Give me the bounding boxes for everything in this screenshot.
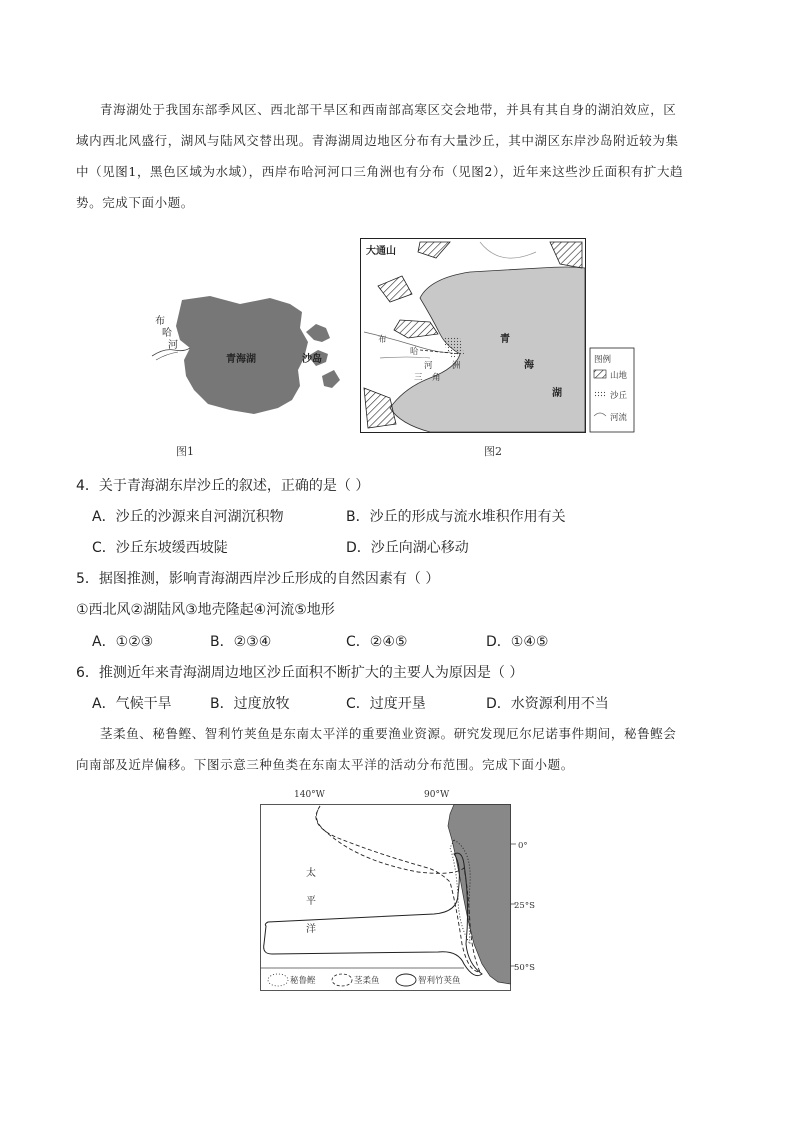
legend-anchoveta: 秘鲁鲣 [290,976,316,986]
q5-option-c[interactable]: C．②④⑤ [346,634,408,650]
legend-mountain: 山地 [610,371,628,381]
intro2-line1: 茎柔鱼、秘鲁鲣、智利竹荚鱼是东南太平洋的重要渔业资源。研究发现厄尔尼诺事件期间，秘鲁鲣会 [100,726,677,741]
river-char-5: 角 [432,373,441,383]
q4-stem: 4．关于青海湖东岸沙丘的叙述，正确的是（ ） [76,478,370,494]
lake-label-3: 湖 [552,388,562,399]
q6-option-a[interactable]: A．气候干旱 [92,696,172,712]
sand-island [306,324,330,342]
intro2-line2: 向南部及近岸偏移。下图示意三种鱼类在东南太平洋的活动分布范围。完成下面小题。 [76,757,574,772]
river-char-3: 河 [424,361,433,371]
q5-option-a[interactable]: A．①②③ [92,634,154,650]
lake-label: 青海湖 [226,354,256,365]
river-label-2: 哈 [162,328,172,339]
lon-label-90w: 90°W [424,790,450,800]
q6-option-c[interactable]: C．过度开垦 [346,696,426,712]
figure-2-caption: 图2 [484,445,502,458]
figure-3-map [258,804,548,996]
q5-option-d[interactable]: D．①④⑤ [486,634,549,650]
q6-option-d[interactable]: D．水资源利用不当 [486,696,609,712]
ocean-char-1: 太 [306,868,316,879]
river-char-4: 三 [414,373,423,383]
legend-river: 河流 [610,413,628,423]
q4-option-b[interactable]: B．沙丘的形成与流水堆积作用有关 [346,509,566,525]
island-label: 沙岛 [302,354,322,365]
figure-3 [258,790,548,1000]
river-label-3: 河 [168,340,178,351]
lat-label-25s: 25°S [514,901,535,911]
lake-label-2: 海 [524,360,534,371]
figure-2-legend [590,348,634,432]
river-char-6: 洲 [452,361,461,371]
q5-factors: ①西北风②湖陆风③地壳隆起④河流⑤地形 [76,602,335,618]
sand-island-3 [322,370,340,388]
legend-mackerel: 智利竹荚鱼 [418,976,461,986]
q6-stem: 6．推测近年来青海湖周边地区沙丘面积不断扩大的主要人为原因是（ ） [76,665,524,681]
river-char-1: 布 [378,335,387,345]
q5-option-b[interactable]: B．②③④ [210,634,272,650]
legend-dune: 沙丘 [610,391,628,401]
mountain-label: 大通山 [366,246,396,257]
ocean-char-2: 平 [306,896,316,907]
figure-1-caption: 图1 [176,445,194,458]
q4-option-d[interactable]: D．沙丘向湖心移动 [346,540,469,556]
lat-label-50s: 50°S [514,963,535,973]
figure-2-map [360,238,636,434]
river-char-2: 哈 [410,347,419,357]
ocean-char-3: 洋 [306,924,316,935]
q6-option-b[interactable]: B．过度放牧 [210,696,290,712]
lake-label-1: 青 [500,334,510,345]
legend-squid: 茎柔鱼 [354,976,380,986]
intro1-line1: 青海湖处于我国东部季风区、西北部干旱区和西南部高寒区交会地带，并具有其自身的湖泊效应，区 [100,102,677,117]
q4-option-c[interactable]: C．沙丘东坡缓西坡陡 [92,540,228,556]
river-label-1: 布 [155,316,165,327]
q4-option-a[interactable]: A．沙丘的沙源来自河湖沉积物 [92,509,284,525]
intro1-line4: 势。完成下面小题。 [76,195,194,210]
lon-label-140w: 140°W [294,790,325,800]
figure-1-map [150,290,345,425]
intro1-line2: 域内西北风盛行，湖风与陆风交替出现。青海湖周边地区分布有大量沙丘，其中湖区东岸沙岛附近较为集 [76,133,679,148]
q5-stem: 5．据图推测，影响青海湖西岸沙丘形成的自然因素有（ ） [76,571,440,587]
legend-title: 图例 [594,355,612,365]
lat-label-0: 0° [518,841,528,851]
intro1-line3: 中（见图1，黑色区域为水域），西岸布哈河河口三角洲也有分布（见图2），近年来这些沙丘面积有扩大趋 [76,164,684,179]
